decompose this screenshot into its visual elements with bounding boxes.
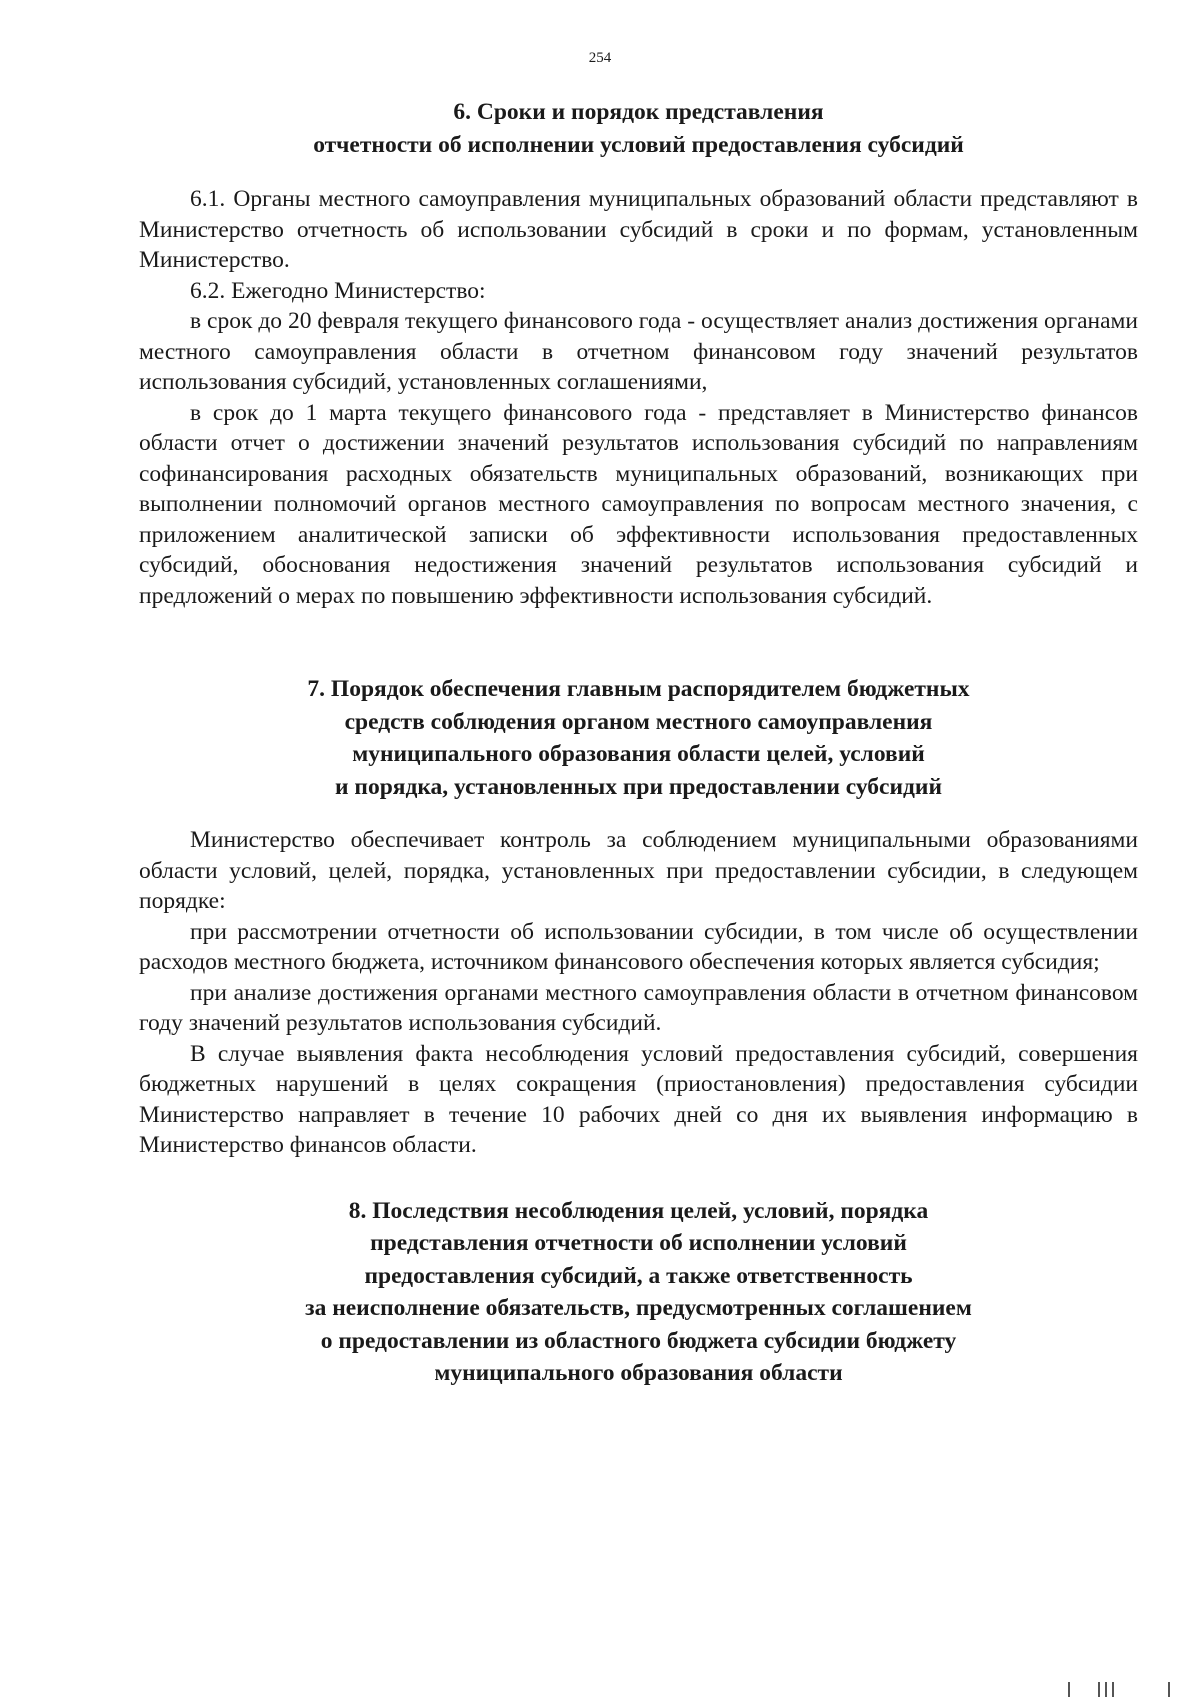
heading-line: и порядка, установленных при предоставлении субсидий — [335, 773, 942, 800]
page-number: 254 — [588, 50, 612, 66]
section-8-heading — [139, 1195, 1138, 1390]
paragraph-6-2-item-2: в срок до 1 марта текущего финансового года - представляет в Министерство финансов области отчет о достижении значений результатов использования субсидий по направлениям софинансирования расходных обязательств муниципальных образований, возникающих при выполнении полномочий органов местного самоуправления по вопросам местного значения, с приложением аналитической записки об эффективности использования предоставленных субсидий, обоснования недостижения значений результатов использования субсидий и предложений о мерах по повышению эффективности использования субсидий. — [139, 399, 1138, 609]
scan-mark — [1068, 1682, 1070, 1697]
scan-mark — [1112, 1682, 1114, 1697]
paragraph-7-intro: Министерство обеспечивает контроль за соблюдением муниципальными образованиями области условий, целей, порядка, установленных при предоставлении субсидии, в следующем порядке: — [139, 827, 1138, 914]
scan-edge-marks — [1050, 1682, 1180, 1697]
heading-line: муниципального образования области целей, условий — [352, 741, 925, 767]
paragraph-7-item-2: при анализе достижения органами местного самоуправления области в отчетном финансовом году значений результатов использования субсидий. — [139, 979, 1138, 1036]
heading-line: 6. Сроки и порядок представления — [453, 99, 824, 125]
heading-line: предоставления субсидий, а также ответственность — [364, 1262, 913, 1289]
heading-line: 8. Последствия несоблюдения целей, условий, порядка — [348, 1197, 929, 1224]
document-body — [139, 96, 1138, 1390]
heading-line: 7. Порядок обеспечения главным распорядителем бюджетных — [307, 676, 970, 702]
heading-line: отчетности об исполнении условий предоставления субсидий — [313, 131, 964, 158]
scan-mark — [1098, 1682, 1100, 1697]
paragraph-6-2-item-1: в срок до 20 февраля текущего финансового года - осуществляет анализ достижения органами местного самоуправления области в отчетном финансовом году значений результатов использования субсидий, установленных соглашениями, — [139, 308, 1138, 395]
heading-line: о предоставлении из областного бюджета субсидии бюджету — [320, 1327, 957, 1354]
heading-line: муниципального образования области — [434, 1360, 843, 1386]
heading-line: средств соблюдения органом местного самоуправления — [344, 708, 933, 735]
heading-line: представления отчетности об исполнении условий — [370, 1230, 907, 1256]
scan-mark — [1168, 1682, 1170, 1697]
paragraph-6-2: 6.2. Ежегодно Министерство: — [190, 277, 486, 304]
scan-mark — [1105, 1682, 1107, 1697]
section-6-heading — [139, 96, 1138, 161]
paragraph-7-violation: В случае выявления факта несоблюдения условий предоставления субсидий, совершения бюджетных нарушений в целях сокращения (приостановления) предоставления субсидии Министерство направляет в течение 10 рабочих дней со дня их выявления информацию в Министерство финансов области. — [139, 1040, 1138, 1158]
paragraph-6-1: 6.1. Органы местного самоуправления муниципальных образований области представляют в Министерство отчетность об использовании субсидий в сроки и по формам, установленным Министерство. — [139, 186, 1138, 273]
heading-line: за неисполнение обязательств, предусмотренных соглашением — [305, 1295, 972, 1321]
section-7-heading — [139, 673, 1138, 803]
paragraph-7-item-1: при рассмотрении отчетности об использовании субсидии, в том числе об осуществлении расходов местного бюджета, источником финансового обеспечения которых является субсидия; — [139, 918, 1138, 975]
